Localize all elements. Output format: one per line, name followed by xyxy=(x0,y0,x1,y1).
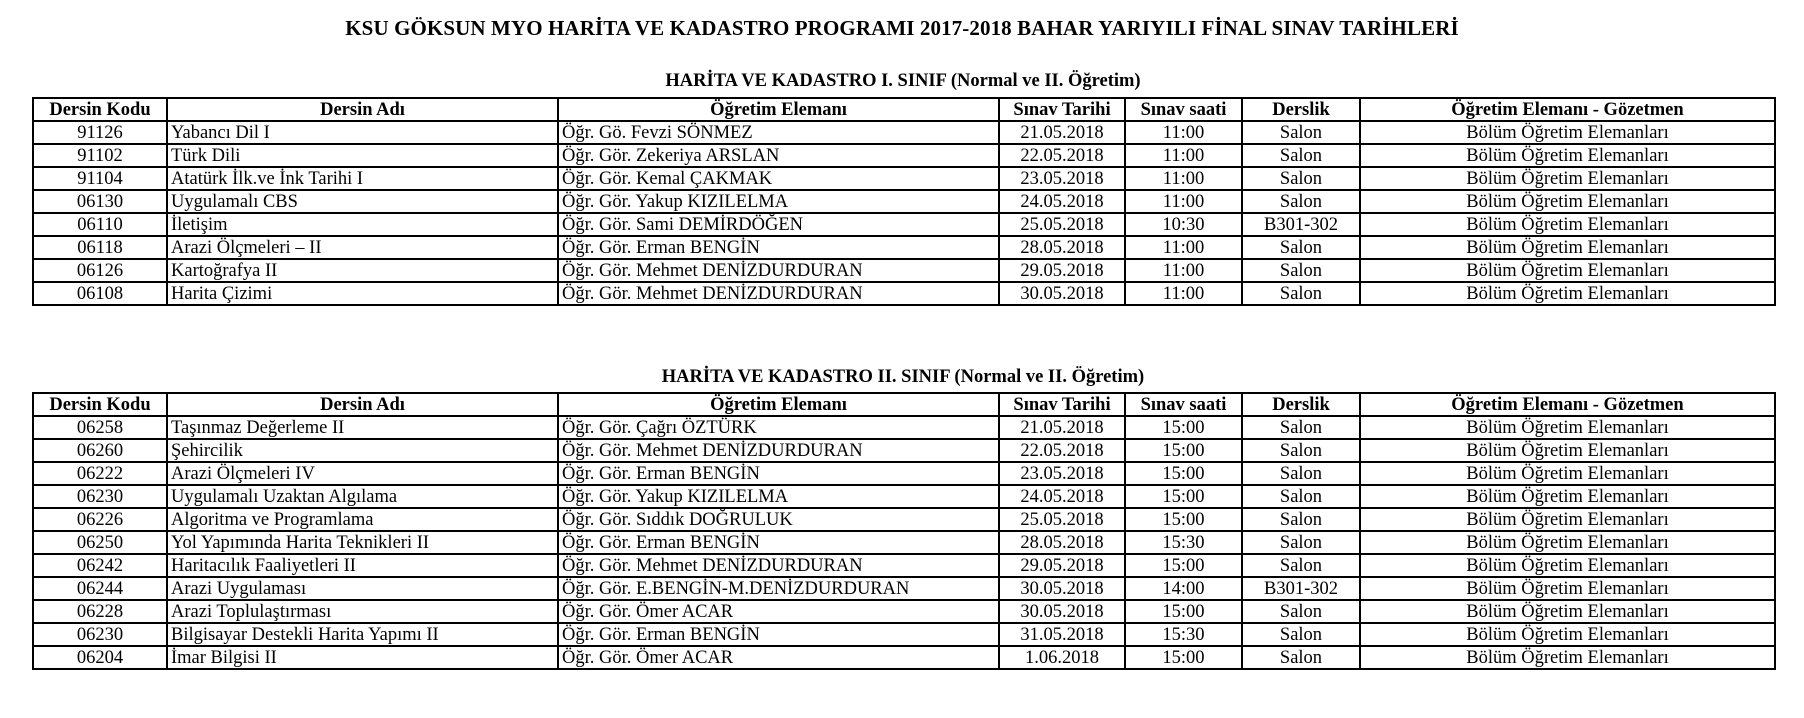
cell-supervisor: Bölüm Öğretim Elemanları xyxy=(1360,554,1775,577)
cell-instructor: Öğr. Gör. Mehmet DENİZDURDURAN xyxy=(558,439,999,462)
table-body xyxy=(33,416,1775,669)
cell-course-code: 91104 xyxy=(33,167,167,190)
table-row xyxy=(33,623,1775,646)
column-header-instructor: Öğretim Elemanı xyxy=(558,393,999,416)
cell-supervisor: Bölüm Öğretim Elemanları xyxy=(1360,485,1775,508)
cell-instructor: Öğr. Gör. Erman BENGİN xyxy=(558,623,999,646)
cell-exam-time: 11:00 xyxy=(1125,236,1242,259)
cell-exam-time: 15:00 xyxy=(1125,416,1242,439)
document-title: KSU GÖKSUN MYO HARİTA VE KADASTRO PROGRAMI 2017-2018 BAHAR YARIYILI FİNAL SINAV TARİHLERİ xyxy=(345,16,1459,40)
cell-course-name: Algoritma ve Programlama xyxy=(167,508,558,531)
table-row xyxy=(33,190,1775,213)
cell-exam-time: 11:00 xyxy=(1125,259,1242,282)
table-row xyxy=(33,167,1775,190)
table-row xyxy=(33,282,1775,305)
cell-course-name: Kartoğrafya II xyxy=(167,259,558,282)
cell-exam-date: 30.05.2018 xyxy=(999,600,1125,623)
cell-instructor: Öğr. Gör. Mehmet DENİZDURDURAN xyxy=(558,259,999,282)
cell-course-name: Bilgisayar Destekli Harita Yapımı II xyxy=(167,623,558,646)
cell-classroom: Salon xyxy=(1242,144,1360,167)
table-header xyxy=(33,393,1775,416)
column-header-classroom: Derslik xyxy=(1242,98,1360,121)
cell-instructor: Öğr. Gör. Çağrı ÖZTÜRK xyxy=(558,416,999,439)
cell-exam-time: 15:00 xyxy=(1125,485,1242,508)
section-title-second-year: HARİTA VE KADASTRO II. SINIF (Normal ve II. Öğretim) xyxy=(661,367,1145,387)
cell-instructor: Öğr. Gör. E.BENGİN-M.DENİZDURDURAN xyxy=(558,577,999,600)
cell-supervisor: Bölüm Öğretim Elemanları xyxy=(1360,121,1775,144)
cell-course-name: Haritacılık Faaliyetleri II xyxy=(167,554,558,577)
table-row xyxy=(33,213,1775,236)
cell-course-code: 06228 xyxy=(33,600,167,623)
cell-instructor: Öğr. Gö. Fevzi SÖNMEZ xyxy=(558,121,999,144)
table-row xyxy=(33,485,1775,508)
cell-course-name: Taşınmaz Değerleme II xyxy=(167,416,558,439)
cell-exam-date: 23.05.2018 xyxy=(999,167,1125,190)
cell-exam-date: 23.05.2018 xyxy=(999,462,1125,485)
cell-classroom: Salon xyxy=(1242,167,1360,190)
table-row xyxy=(33,121,1775,144)
column-header-exam-date: Sınav Tarihi xyxy=(999,393,1125,416)
cell-instructor: Öğr. Gör. Mehmet DENİZDURDURAN xyxy=(558,282,999,305)
cell-course-name: Uygulamalı CBS xyxy=(167,190,558,213)
cell-exam-date: 30.05.2018 xyxy=(999,577,1125,600)
cell-exam-date: 29.05.2018 xyxy=(999,259,1125,282)
cell-exam-date: 24.05.2018 xyxy=(999,485,1125,508)
cell-instructor: Öğr. Gör. Erman BENGİN xyxy=(558,462,999,485)
cell-exam-date: 22.05.2018 xyxy=(999,144,1125,167)
cell-course-code: 91102 xyxy=(33,144,167,167)
exam-table-second-year xyxy=(32,392,1776,670)
cell-supervisor: Bölüm Öğretim Elemanları xyxy=(1360,259,1775,282)
cell-classroom: Salon xyxy=(1242,646,1360,669)
cell-exam-date: 28.05.2018 xyxy=(999,531,1125,554)
cell-supervisor: Bölüm Öğretim Elemanları xyxy=(1360,600,1775,623)
column-header-exam-time: Sınav saati xyxy=(1125,393,1242,416)
cell-course-code: 06260 xyxy=(33,439,167,462)
cell-exam-time: 11:00 xyxy=(1125,167,1242,190)
cell-exam-date: 21.05.2018 xyxy=(999,121,1125,144)
cell-course-code: 06230 xyxy=(33,485,167,508)
section-title-first-year: HARİTA VE KADASTRO I. SINIF (Normal ve II. Öğretim) xyxy=(665,71,1141,91)
column-header-course-name: Dersin Adı xyxy=(167,393,558,416)
cell-exam-date: 29.05.2018 xyxy=(999,554,1125,577)
cell-classroom: Salon xyxy=(1242,190,1360,213)
header-row xyxy=(33,393,1775,416)
cell-course-code: 06250 xyxy=(33,531,167,554)
column-header-classroom: Derslik xyxy=(1242,393,1360,416)
cell-course-code: 06110 xyxy=(33,213,167,236)
column-header-exam-date: Sınav Tarihi xyxy=(999,98,1125,121)
cell-supervisor: Bölüm Öğretim Elemanları xyxy=(1360,282,1775,305)
table-row xyxy=(33,416,1775,439)
table-row xyxy=(33,600,1775,623)
cell-course-name: Arazi Ölçmeleri IV xyxy=(167,462,558,485)
cell-course-name: İmar Bilgisi II xyxy=(167,646,558,669)
cell-course-name: Arazi Ölçmeleri – II xyxy=(167,236,558,259)
column-header-course-code: Dersin Kodu xyxy=(33,393,167,416)
cell-instructor: Öğr. Gör. Sıddık DOĞRULUK xyxy=(558,508,999,531)
cell-exam-time: 14:00 xyxy=(1125,577,1242,600)
cell-course-code: 06130 xyxy=(33,190,167,213)
table-row xyxy=(33,236,1775,259)
table-row xyxy=(33,646,1775,669)
cell-exam-date: 31.05.2018 xyxy=(999,623,1125,646)
cell-course-code: 91126 xyxy=(33,121,167,144)
cell-course-code: 06118 xyxy=(33,236,167,259)
cell-instructor: Öğr. Gör. Kemal ÇAKMAK xyxy=(558,167,999,190)
cell-classroom: Salon xyxy=(1242,623,1360,646)
cell-supervisor: Bölüm Öğretim Elemanları xyxy=(1360,213,1775,236)
cell-classroom: B301-302 xyxy=(1242,577,1360,600)
exam-table-first-year xyxy=(32,97,1776,306)
cell-course-name: Türk Dili xyxy=(167,144,558,167)
cell-instructor: Öğr. Gör. Erman BENGİN xyxy=(558,531,999,554)
cell-supervisor: Bölüm Öğretim Elemanları xyxy=(1360,439,1775,462)
column-header-instructor: Öğretim Elemanı xyxy=(558,98,999,121)
cell-course-code: 06244 xyxy=(33,577,167,600)
cell-supervisor: Bölüm Öğretim Elemanları xyxy=(1360,416,1775,439)
column-header-supervisor: Öğretim Elemanı - Gözetmen xyxy=(1360,98,1775,121)
cell-supervisor: Bölüm Öğretim Elemanları xyxy=(1360,623,1775,646)
table-row xyxy=(33,462,1775,485)
cell-classroom: Salon xyxy=(1242,259,1360,282)
cell-classroom: Salon xyxy=(1242,236,1360,259)
cell-classroom: Salon xyxy=(1242,508,1360,531)
cell-course-code: 06108 xyxy=(33,282,167,305)
cell-supervisor: Bölüm Öğretim Elemanları xyxy=(1360,508,1775,531)
cell-exam-time: 15:30 xyxy=(1125,531,1242,554)
cell-instructor: Öğr. Gör. Zekeriya ARSLAN xyxy=(558,144,999,167)
cell-instructor: Öğr. Gör. Yakup KIZILELMA xyxy=(558,190,999,213)
cell-exam-time: 11:00 xyxy=(1125,121,1242,144)
cell-exam-date: 25.05.2018 xyxy=(999,508,1125,531)
cell-exam-time: 15:00 xyxy=(1125,554,1242,577)
table-header xyxy=(33,98,1775,121)
cell-classroom: Salon xyxy=(1242,121,1360,144)
cell-course-name: Yabancı Dil I xyxy=(167,121,558,144)
cell-exam-time: 15:00 xyxy=(1125,600,1242,623)
cell-course-name: Uygulamalı Uzaktan Algılama xyxy=(167,485,558,508)
cell-course-code: 06204 xyxy=(33,646,167,669)
column-header-supervisor: Öğretim Elemanı - Gözetmen xyxy=(1360,393,1775,416)
cell-supervisor: Bölüm Öğretim Elemanları xyxy=(1360,646,1775,669)
cell-classroom: Salon xyxy=(1242,600,1360,623)
cell-exam-time: 10:30 xyxy=(1125,213,1242,236)
cell-exam-date: 1.06.2018 xyxy=(999,646,1125,669)
cell-classroom: B301-302 xyxy=(1242,213,1360,236)
cell-exam-date: 28.05.2018 xyxy=(999,236,1125,259)
table-row xyxy=(33,439,1775,462)
cell-exam-time: 11:00 xyxy=(1125,282,1242,305)
cell-course-code: 06226 xyxy=(33,508,167,531)
cell-exam-date: 25.05.2018 xyxy=(999,213,1125,236)
table-row xyxy=(33,144,1775,167)
cell-course-code: 06222 xyxy=(33,462,167,485)
cell-course-name: İletişim xyxy=(167,213,558,236)
cell-exam-time: 15:00 xyxy=(1125,439,1242,462)
cell-course-code: 06258 xyxy=(33,416,167,439)
cell-course-name: Yol Yapımında Harita Teknikleri II xyxy=(167,531,558,554)
cell-exam-date: 22.05.2018 xyxy=(999,439,1125,462)
table-row xyxy=(33,508,1775,531)
cell-supervisor: Bölüm Öğretim Elemanları xyxy=(1360,236,1775,259)
cell-exam-time: 15:00 xyxy=(1125,462,1242,485)
cell-instructor: Öğr. Gör. Yakup KIZILELMA xyxy=(558,485,999,508)
cell-classroom: Salon xyxy=(1242,282,1360,305)
cell-instructor: Öğr. Gör. Erman BENGİN xyxy=(558,236,999,259)
cell-exam-date: 24.05.2018 xyxy=(999,190,1125,213)
header-row xyxy=(33,98,1775,121)
cell-supervisor: Bölüm Öğretim Elemanları xyxy=(1360,577,1775,600)
table-body xyxy=(33,121,1775,305)
cell-instructor: Öğr. Gör. Ömer ACAR xyxy=(558,646,999,669)
column-header-course-code: Dersin Kodu xyxy=(33,98,167,121)
cell-classroom: Salon xyxy=(1242,554,1360,577)
cell-course-name: Arazi Toplulaştırması xyxy=(167,600,558,623)
cell-course-code: 06126 xyxy=(33,259,167,282)
cell-instructor: Öğr. Gör. Mehmet DENİZDURDURAN xyxy=(558,554,999,577)
cell-course-name: Arazi Uygulaması xyxy=(167,577,558,600)
cell-exam-time: 15:30 xyxy=(1125,623,1242,646)
table-row xyxy=(33,259,1775,282)
cell-supervisor: Bölüm Öğretim Elemanları xyxy=(1360,531,1775,554)
column-header-exam-time: Sınav saati xyxy=(1125,98,1242,121)
cell-supervisor: Bölüm Öğretim Elemanları xyxy=(1360,462,1775,485)
cell-classroom: Salon xyxy=(1242,462,1360,485)
cell-exam-date: 21.05.2018 xyxy=(999,416,1125,439)
cell-exam-time: 11:00 xyxy=(1125,144,1242,167)
cell-course-code: 06242 xyxy=(33,554,167,577)
cell-classroom: Salon xyxy=(1242,439,1360,462)
cell-course-code: 06230 xyxy=(33,623,167,646)
cell-instructor: Öğr. Gör. Ömer ACAR xyxy=(558,600,999,623)
cell-classroom: Salon xyxy=(1242,531,1360,554)
cell-course-name: Harita Çizimi xyxy=(167,282,558,305)
table-row xyxy=(33,531,1775,554)
cell-course-name: Atatürk İlk.ve İnk Tarihi I xyxy=(167,167,558,190)
table-row xyxy=(33,577,1775,600)
cell-exam-date: 30.05.2018 xyxy=(999,282,1125,305)
cell-exam-time: 15:00 xyxy=(1125,508,1242,531)
cell-classroom: Salon xyxy=(1242,416,1360,439)
cell-exam-time: 15:00 xyxy=(1125,646,1242,669)
cell-classroom: Salon xyxy=(1242,485,1360,508)
cell-supervisor: Bölüm Öğretim Elemanları xyxy=(1360,190,1775,213)
cell-supervisor: Bölüm Öğretim Elemanları xyxy=(1360,144,1775,167)
cell-exam-time: 11:00 xyxy=(1125,190,1242,213)
cell-course-name: Şehircilik xyxy=(167,439,558,462)
table-row xyxy=(33,554,1775,577)
cell-instructor: Öğr. Gör. Sami DEMİRDÖĞEN xyxy=(558,213,999,236)
cell-supervisor: Bölüm Öğretim Elemanları xyxy=(1360,167,1775,190)
column-header-course-name: Dersin Adı xyxy=(167,98,558,121)
